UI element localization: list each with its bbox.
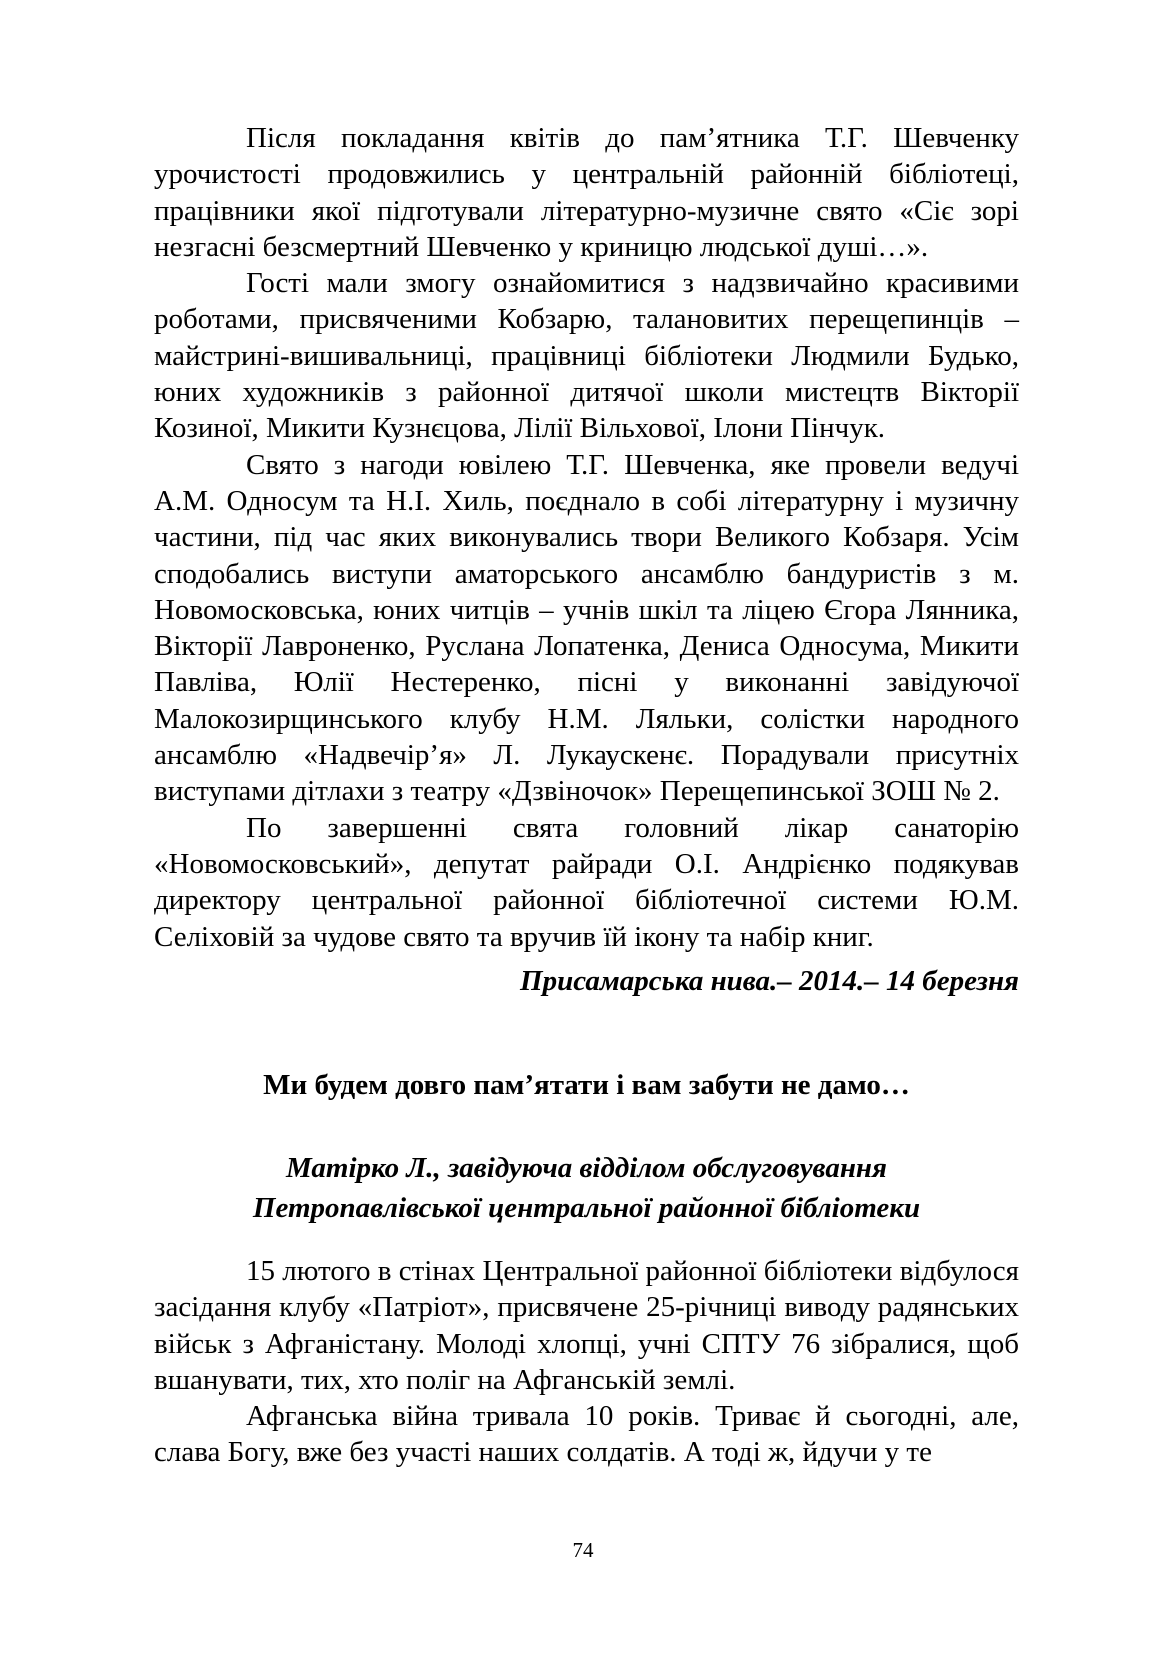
byline-author: Матірко Л., завідуюча відділом обслуговування: [286, 1152, 887, 1184]
paragraph: Гості мали змогу ознайомитися з надзвичайно красивими роботами, присвяченими Кобзарю, талановитих перещепинців – майстрині-вишивальниці, працівниці бібліотеки Людмили Будько, юних художників з районної дитячої школи мистецтв Вікторії Козиної, Микити Кузнєцова, Лілії Вільхової, Ілони Пінчук.: [154, 267, 1019, 445]
paragraph: 15 лютого в стінах Центральної районної бібліотеки відбулося засідання клубу «Патріот», присвячене 25-річниці виводу радянських військ з Афганістану. Молоді хлопці, учні СПТУ 76 зібралися, щоб вшанувати, тих, хто поліг на Афганській землі.: [154, 1255, 1019, 1396]
source-citation: Присамарська нива.– 2014.– 14 березня: [520, 965, 1019, 997]
byline: [154, 1148, 1019, 1228]
paragraph: Після покладання квітів до пам’ятника Т.Г. Шевченку урочистості продовжились у центральній районній бібліотеці, працівники якої підготували літературно-музичне свято «Сіє зорі незгасні безсмертний Шевченко у криницю людської душі…».: [154, 122, 1019, 263]
article-title: Ми будем довго пам’ятати і вам забути не дамо…: [263, 1069, 910, 1101]
article-body-bottom: [154, 1253, 1019, 1471]
article-body-top: [154, 120, 1019, 955]
paragraph: По завершенні свята головний лікар санаторію «Новомосковський», депутат райради О.І. Андрієнко подякував директору центральної районної бібліотечної системи Ю.М. Селіховій за чудове свято та вручив їй ікону та набір книг.: [154, 811, 1019, 953]
paragraph: Афганська війна тривала 10 років. Триває й сьогодні, але, слава Богу, вже без участі наших солдатів. А тоді ж, йдучи у те: [154, 1400, 1019, 1469]
page-number: 74: [572, 1538, 594, 1562]
paragraph: Свято з нагоди ювілею Т.Г. Шевченка, яке провели ведучі А.М. Односум та Н.І. Хиль, поєднало в собі літературну і музичну частини, під час яких виконувались твори Великого Кобзаря. Усім сподобались виступи аматорського ансамблю бандуристів з м. Новомосковська, юних читців – учнів шкіл та ліцею Єгора Лянника, Вікторії Лавроненко, Руслана Лопатенка, Дениса Односума, Микити Павліва, Юлії Нестеренко, пісні у виконанні завідуючої Малокозирщинського клубу Н.М. Ляльки, солістки народного ансамблю «Надвечір’я» Л. Лукаускенє. Порадували присутніх виступами дітлахи з театру «Дзвіночок» Перещепинської ЗОШ № 2.: [154, 448, 1019, 808]
byline-affiliation: Петропавлівської центральної районної бібліотеки: [252, 1192, 921, 1224]
